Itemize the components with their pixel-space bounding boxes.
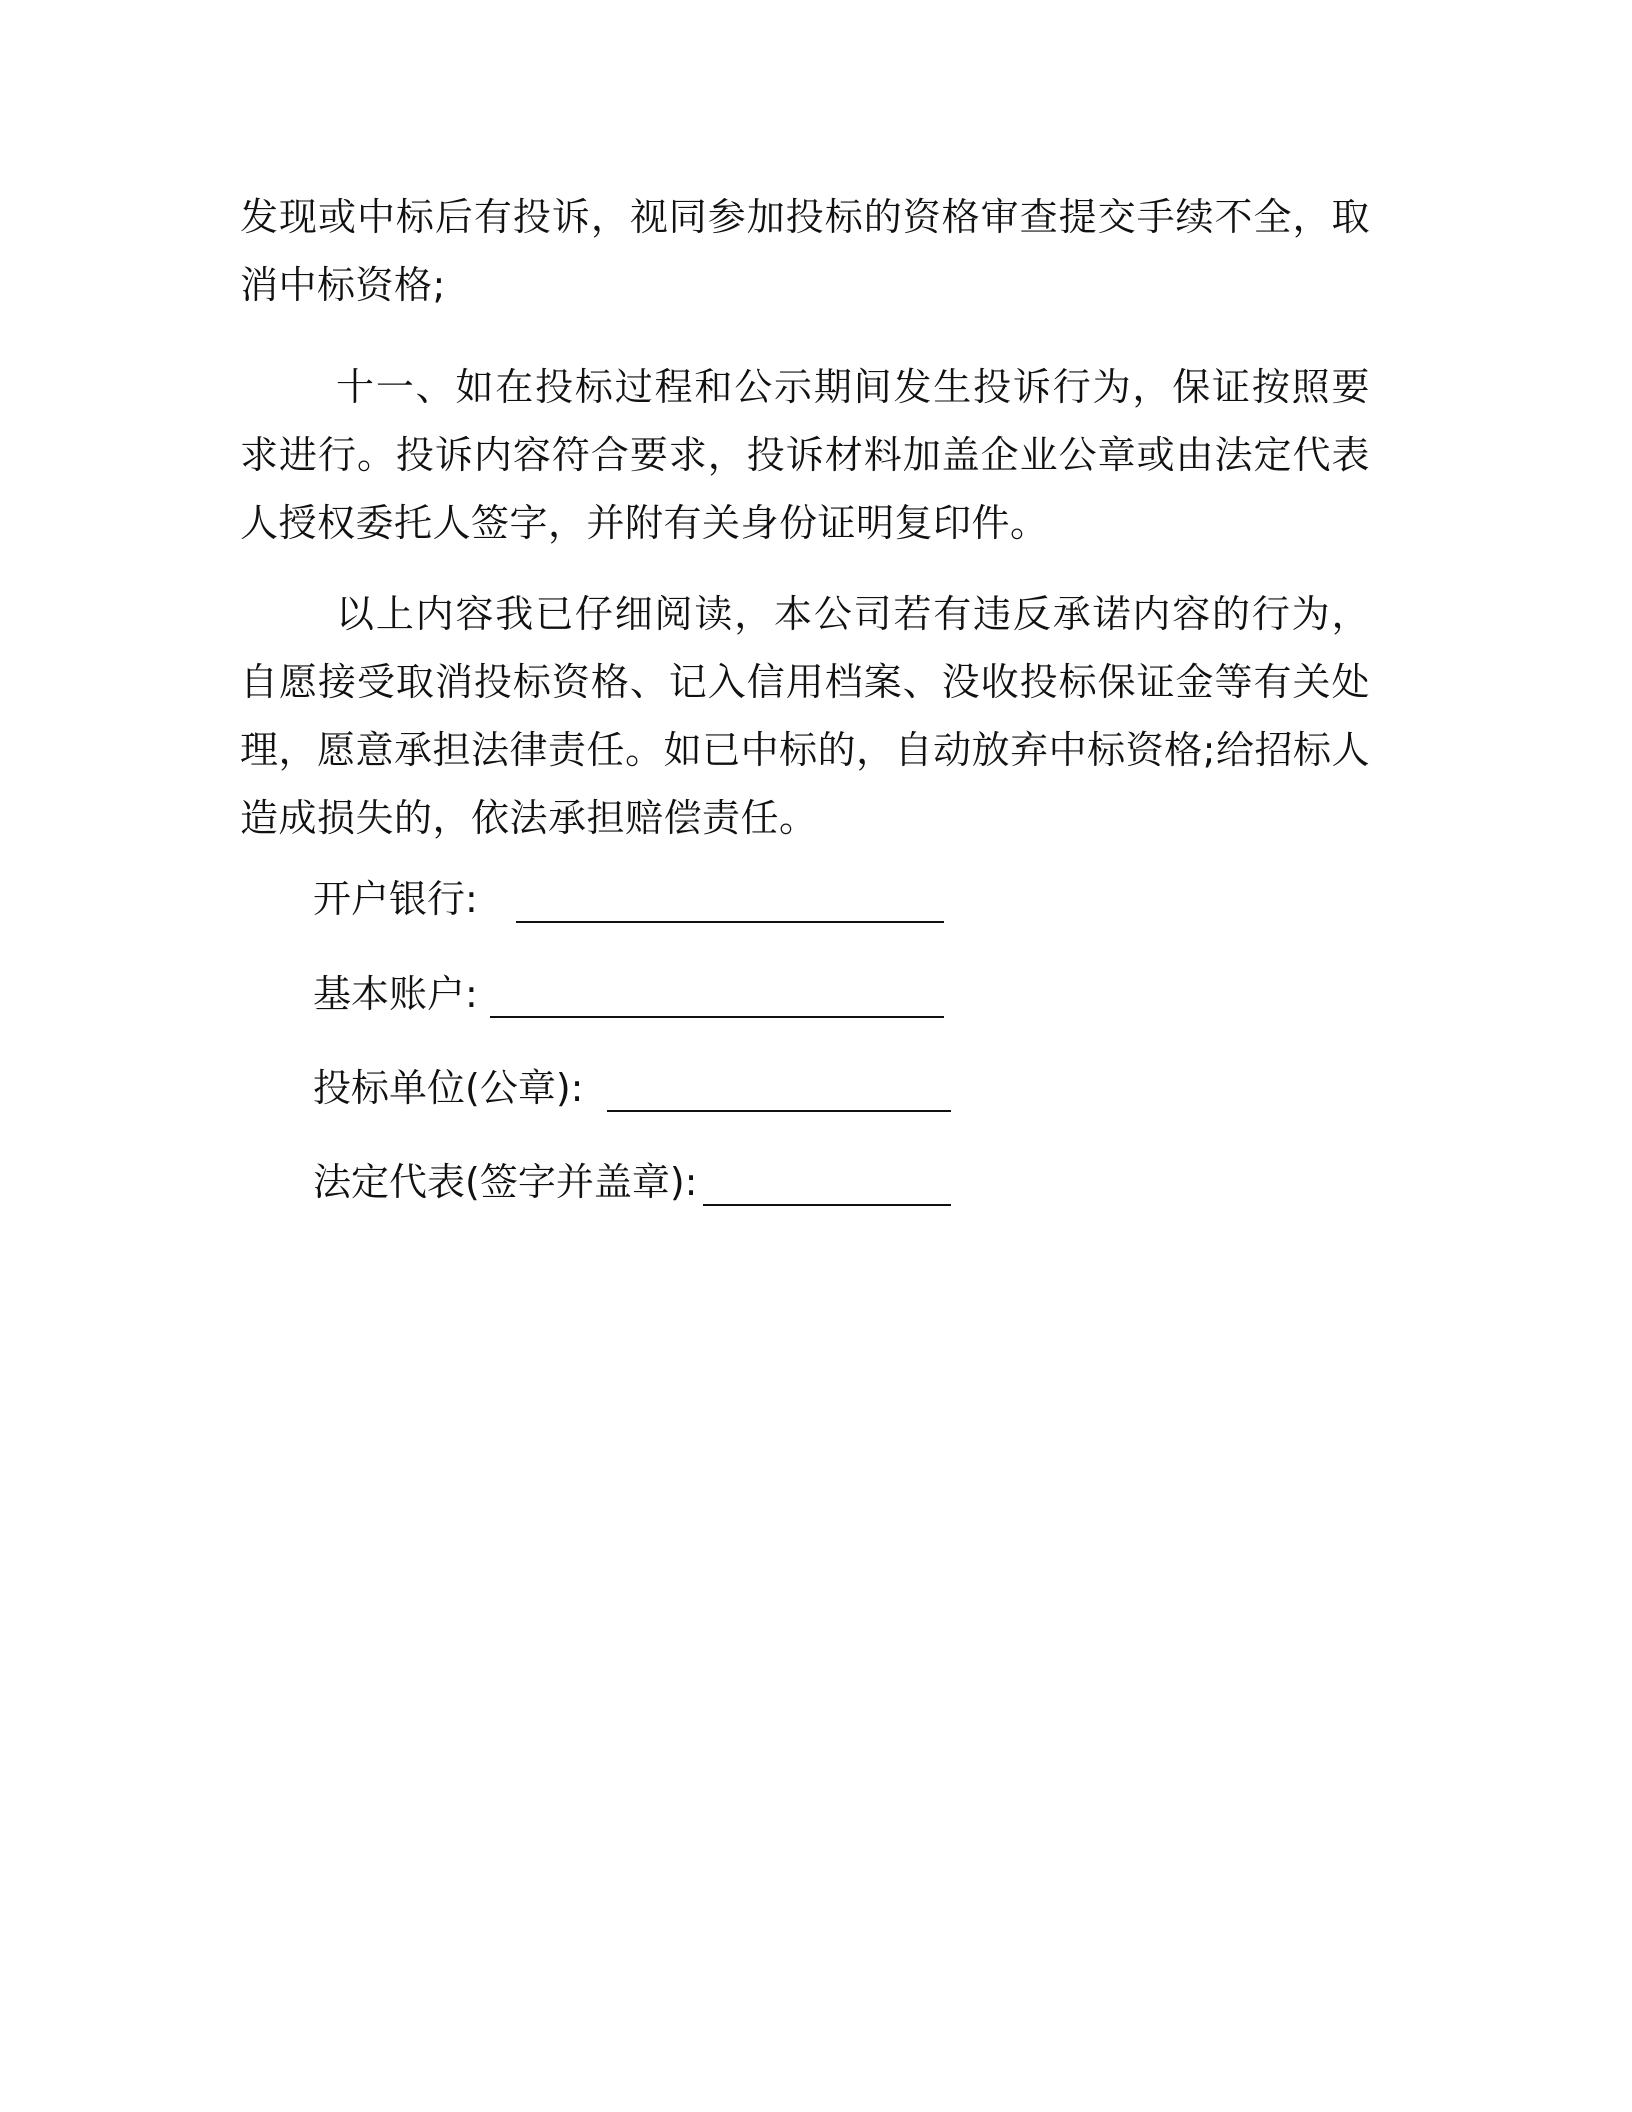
field-bidder-seal: [313, 1056, 951, 1116]
paragraph-eleven-complaint-procedure: 十一、如在投标过程和公示期间发生投诉行为，保证按照要求进行。投诉内容符合要求，投诉材料加盖企业公章或由法定代表人授权委托人签字，并附有关身份证明复印件。: [240, 365, 1370, 545]
field-bank-input-line[interactable]: [516, 877, 944, 923]
field-basic-account-input-line[interactable]: [490, 972, 944, 1018]
field-bidder-seal-input-line[interactable]: [607, 1066, 951, 1112]
field-bidder-seal-label: 投标单位(公章):: [313, 1066, 584, 1110]
field-bank: [313, 867, 944, 927]
field-legal-representative-input-line[interactable]: [703, 1160, 951, 1206]
paragraph-complaint-disqualification: 发现或中标后有投诉，视同参加投标的资格审查提交手续不全，取消中标资格;: [240, 195, 1370, 307]
field-legal-representative-label: 法定代表(签字并盖章):: [313, 1160, 698, 1204]
field-legal-representative: [313, 1150, 951, 1210]
field-basic-account-label: 基本账户:: [313, 972, 478, 1016]
paragraph-commitment-statement: 以上内容我已仔细阅读，本公司若有违反承诺内容的行为，自愿接受取消投标资格、记入信用档案、没收投标保证金等有关处理，愿意承担法律责任。如已中标的，自动放弃中标资格;给招标人造成损失的，依法承担赔偿责任。: [240, 592, 1370, 840]
field-basic-account: [313, 962, 944, 1022]
field-bank-label: 开户银行:: [313, 877, 478, 921]
